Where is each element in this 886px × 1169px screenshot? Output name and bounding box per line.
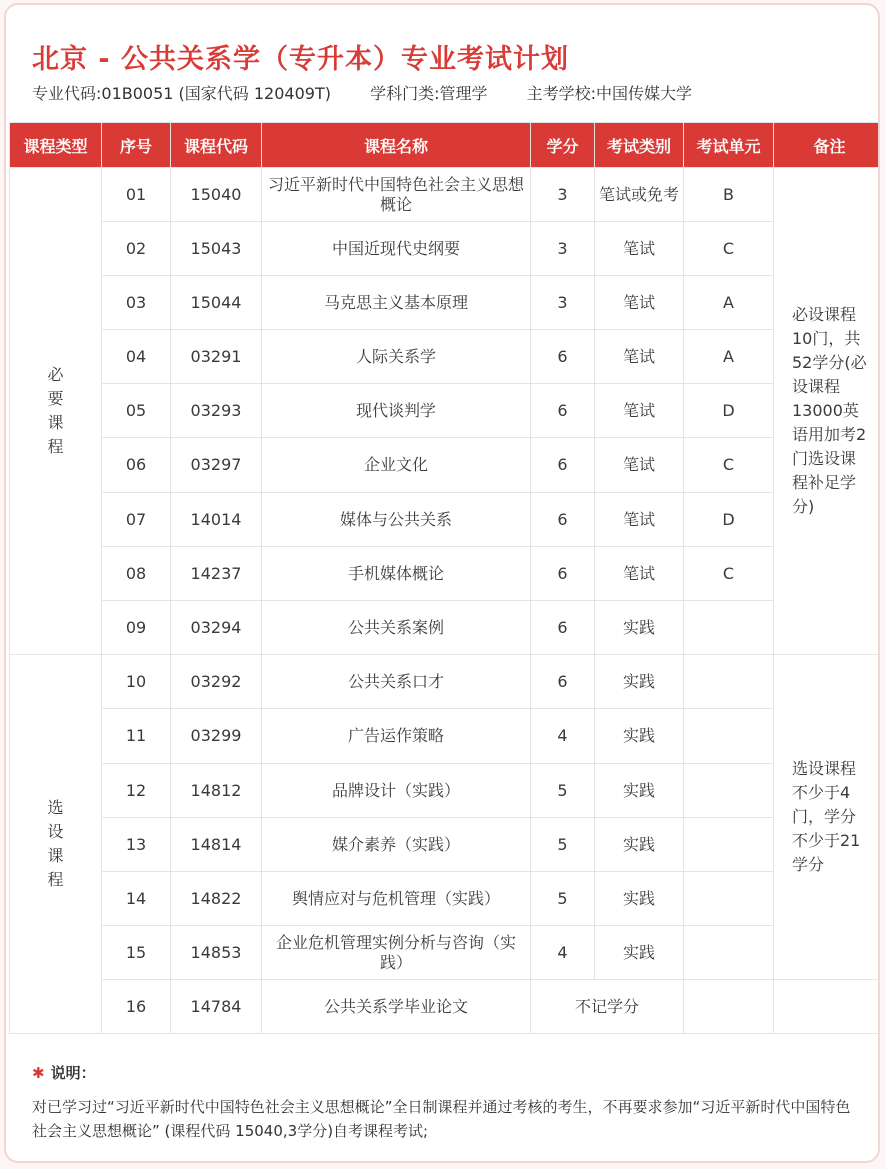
cell-seq: 07 (102, 493, 171, 547)
host-school: 主考学校:中国传媒大学 (526, 84, 692, 103)
cell-name: 企业文化 (262, 438, 531, 493)
cell-exam-unit: B (684, 168, 774, 222)
cell-code: 14237 (171, 547, 262, 601)
group-elective-label: 选设课程 (47, 798, 64, 889)
cell-credit: 4 (531, 926, 595, 980)
cell-remark-empty (774, 980, 881, 1034)
cell-code: 14784 (171, 980, 262, 1034)
cell-code: 03293 (171, 384, 262, 438)
cell-seq: 16 (102, 980, 171, 1034)
header-remark: 备注 (774, 123, 881, 168)
cell-credit: 不记学分 (531, 980, 684, 1034)
cell-seq: 06 (102, 438, 171, 493)
asterisk-icon: ✱ (32, 1064, 45, 1082)
cell-exam-unit (684, 764, 774, 818)
table-row (10, 818, 881, 872)
group-required-label: 必要课程 (47, 365, 64, 456)
table-row (10, 276, 881, 330)
table-row (10, 547, 881, 601)
cell-exam-type: 实践 (595, 601, 684, 655)
cell-exam-unit (684, 818, 774, 872)
cell-name: 公共关系学毕业论文 (262, 980, 531, 1034)
table-row (10, 168, 881, 222)
cell-exam-type: 笔试 (595, 222, 684, 276)
page-title: 北京 - 公共关系学（专升本）专业考试计划 (32, 44, 570, 75)
cell-name: 习近平新时代中国特色社会主义思想概论 (262, 168, 531, 222)
cell-name: 现代谈判学 (262, 384, 531, 438)
cell-exam-type: 实践 (595, 818, 684, 872)
table-row (10, 655, 881, 709)
cell-exam-type: 笔试 (595, 547, 684, 601)
cell-exam-unit (684, 980, 774, 1034)
cell-exam-unit (684, 872, 774, 926)
cell-exam-unit: C (684, 547, 774, 601)
cell-exam-unit: D (684, 384, 774, 438)
cell-exam-unit (684, 709, 774, 764)
cell-name: 媒介素养（实践） (262, 818, 531, 872)
cell-name: 公共关系案例 (262, 601, 531, 655)
cell-exam-unit: C (684, 438, 774, 493)
group-required (10, 168, 102, 655)
cell-credit: 3 (531, 276, 595, 330)
header-exam-unit: 考试单元 (684, 123, 774, 168)
table-row (10, 384, 881, 438)
cell-exam-type: 实践 (595, 655, 684, 709)
table-row (10, 222, 881, 276)
remark-elective: 选设课程不少于4门，学分不少于21学分 (774, 655, 881, 980)
cell-credit: 5 (531, 872, 595, 926)
cell-seq: 01 (102, 168, 171, 222)
header-course-code: 课程代码 (171, 123, 262, 168)
cell-name: 舆情应对与危机管理（实践） (262, 872, 531, 926)
cell-name: 公共关系口才 (262, 655, 531, 709)
cell-seq: 05 (102, 384, 171, 438)
cell-exam-type: 笔试 (595, 438, 684, 493)
header-exam-type: 考试类别 (595, 123, 684, 168)
cell-exam-type: 实践 (595, 926, 684, 980)
cell-name: 品牌设计（实践） (262, 764, 531, 818)
cell-code: 03292 (171, 655, 262, 709)
cell-seq: 12 (102, 764, 171, 818)
remark-required: 必设课程10门，共52学分(必设课程13000英语用加考2门选设课程补足学分) (774, 168, 881, 655)
cell-exam-unit: A (684, 330, 774, 384)
cell-code: 03291 (171, 330, 262, 384)
cell-code: 14853 (171, 926, 262, 980)
cell-credit: 5 (531, 764, 595, 818)
cell-seq: 11 (102, 709, 171, 764)
plan-card (4, 3, 880, 1163)
cell-credit: 6 (531, 601, 595, 655)
cell-name: 手机媒体概论 (262, 547, 531, 601)
cell-credit: 6 (531, 438, 595, 493)
table-row (10, 872, 881, 926)
footnote-heading (32, 1062, 862, 1083)
table-row (10, 330, 881, 384)
cell-exam-unit (684, 926, 774, 980)
cell-name: 广告运作策略 (262, 709, 531, 764)
footnote-body: 对已学习过“习近平新时代中国特色社会主义思想概论”全日制课程并通过考核的考生，不再要求参加“习近平新时代中国特色社会主义思想概论” (课程代码 15040,3学分)自考课程考试; (32, 1098, 851, 1140)
footnote (32, 1062, 862, 1143)
cell-code: 14822 (171, 872, 262, 926)
cell-code: 15044 (171, 276, 262, 330)
cell-code: 14014 (171, 493, 262, 547)
cell-seq: 08 (102, 547, 171, 601)
cell-seq: 04 (102, 330, 171, 384)
subject-category: 学科门类:管理学 (370, 84, 488, 103)
cell-code: 03294 (171, 601, 262, 655)
table-row (10, 764, 881, 818)
cell-credit: 6 (531, 547, 595, 601)
cell-exam-unit: A (684, 276, 774, 330)
cell-seq: 09 (102, 601, 171, 655)
cell-seq: 03 (102, 276, 171, 330)
cell-credit: 6 (531, 330, 595, 384)
cell-seq: 15 (102, 926, 171, 980)
cell-name: 媒体与公共关系 (262, 493, 531, 547)
cell-exam-unit: C (684, 222, 774, 276)
header-credit: 学分 (531, 123, 595, 168)
cell-exam-unit: D (684, 493, 774, 547)
cell-seq: 14 (102, 872, 171, 926)
cell-credit: 4 (531, 709, 595, 764)
cell-credit: 6 (531, 384, 595, 438)
cell-exam-type: 笔试 (595, 384, 684, 438)
cell-seq: 10 (102, 655, 171, 709)
cell-code: 15043 (171, 222, 262, 276)
cell-credit: 3 (531, 222, 595, 276)
cell-credit: 5 (531, 818, 595, 872)
table-row (10, 601, 881, 655)
header-seq: 序号 (102, 123, 171, 168)
table-row (10, 709, 881, 764)
header-course-name: 课程名称 (262, 123, 531, 168)
cell-credit: 3 (531, 168, 595, 222)
cell-exam-type: 实践 (595, 872, 684, 926)
cell-name: 企业危机管理实例分析与咨询（实践） (262, 926, 531, 980)
major-code: 专业代码:01B0051 (国家代码 120409T) (32, 84, 331, 103)
cell-exam-unit (684, 655, 774, 709)
table-header (10, 123, 881, 168)
cell-credit: 6 (531, 493, 595, 547)
cell-exam-type: 笔试 (595, 330, 684, 384)
cell-exam-unit (684, 601, 774, 655)
cell-code: 14814 (171, 818, 262, 872)
table-row (10, 493, 881, 547)
cell-name: 中国近现代史纲要 (262, 222, 531, 276)
table-body (10, 168, 881, 1034)
cell-seq: 13 (102, 818, 171, 872)
cell-exam-type: 笔试 (595, 276, 684, 330)
table-row (10, 926, 881, 980)
cell-code: 03299 (171, 709, 262, 764)
table-row (10, 980, 881, 1034)
cell-exam-type: 实践 (595, 764, 684, 818)
cell-credit: 6 (531, 655, 595, 709)
exam-plan-table (9, 122, 880, 1034)
cell-name: 马克思主义基本原理 (262, 276, 531, 330)
cell-code: 03297 (171, 438, 262, 493)
major-meta (32, 81, 726, 104)
cell-name: 人际关系学 (262, 330, 531, 384)
group-elective (10, 655, 102, 1034)
footnote-heading-text: 说明： (50, 1064, 96, 1082)
cell-seq: 02 (102, 222, 171, 276)
header-course-type: 课程类型 (10, 123, 102, 168)
table-row (10, 438, 881, 493)
cell-code: 14812 (171, 764, 262, 818)
cell-exam-type: 笔试 (595, 493, 684, 547)
cell-exam-type: 笔试或免考 (595, 168, 684, 222)
cell-code: 15040 (171, 168, 262, 222)
cell-exam-type: 实践 (595, 709, 684, 764)
